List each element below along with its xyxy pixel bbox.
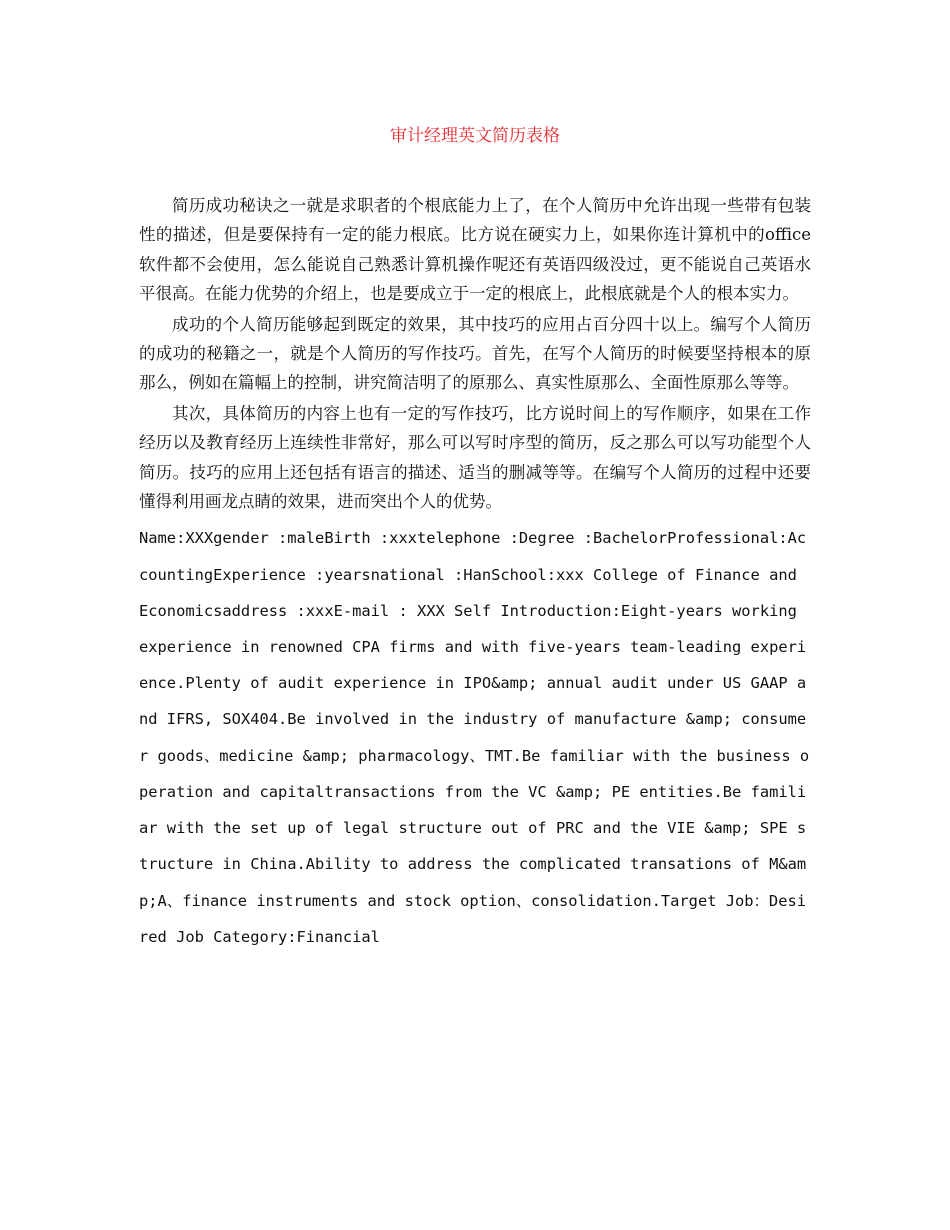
paragraph-1: 简历成功秘诀之一就是求职者的个根底能力上了，在个人简历中允许出现一些带有包装性的描述，但是要保持有一定的能力根底。比方说在硬实力上，如果你连计算机中的office软件都不会使用，怎么能说自己熟悉计算机操作呢还有英语四级没过，更不能说自己英语水平很高。在能力优势的介绍上，也是要成立于一定的根底上，此根底就是个人的根本实力。 <box>139 196 811 304</box>
resume-text: Name:XXXgender :maleBirth :xxxtelephone :Degree :BachelorProfessional:AccountingExperience :yearsnational :HanSchool:xxx College of Finance and Economicsaddress :xxxE-mail : XXX Self Introduction:Eight-years working experience in renowned CPA firms and with five-years team-leading experience.Plenty of audit experience in IPO&amp; annual audit under US GAAP and IFRS, SOX404.Be involved in the industry of manufacture &amp; consumer goods、medicine &amp; pharmacology、TMT.Be familiar with the business operation and capitaltransactions from the VC &amp; PE entities.Be familiar with the set up of legal structure out of PRC and the VIE &amp; SPE structure in China.Ability to address the complicated transations of M&amp;A、finance instruments and stock option、consolidation.Target Job：Desired Job Category:Financial <box>139 529 810 946</box>
paragraph-2: 成功的个人简历能够起到既定的效果，其中技巧的应用占百分四十以上。编写个人简历的成功的秘籍之一，就是个人简历的写作技巧。首先，在写个人简历的时候要坚持根本的原那么，例如在篇幅上的控制，讲究简洁明了的原那么、真实性原那么、全面性原那么等等。 <box>139 314 811 393</box>
document-title: 审计经理英文简历表格 <box>390 126 560 146</box>
document-body <box>139 191 811 955</box>
paragraph-3: 其次，具体简历的内容上也有一定的写作技巧，比方说时间上的写作顺序，如果在工作经历以及教育经历上连续性非常好，那么可以写时序型的简历，反之那么可以写功能型个人简历。技巧的应用上还包括有语言的描述、适当的删减等等。在编写个人简历的过程中还要懂得利用画龙点睛的效果，进而突出个人的优势。 <box>139 403 811 512</box>
